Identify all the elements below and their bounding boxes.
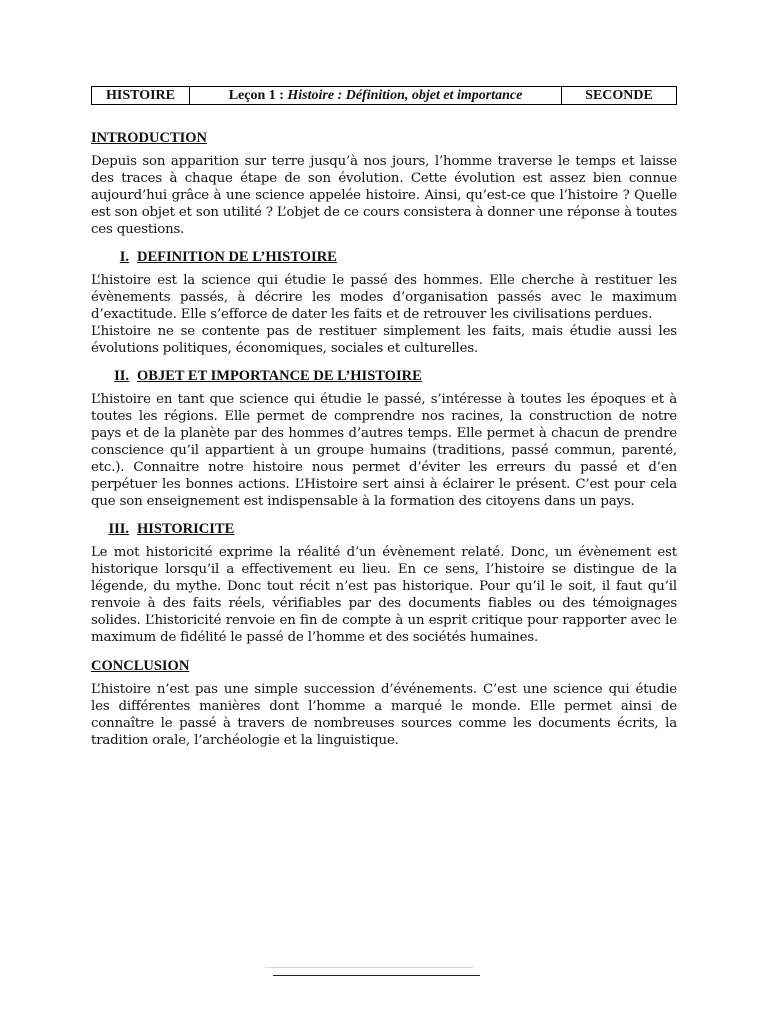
introduction-heading: INTRODUCTION <box>91 130 208 146</box>
lesson-number: Leçon 1 : <box>228 88 284 103</box>
section-1-number: I. <box>119 249 129 265</box>
section-3-number: III. <box>108 521 129 537</box>
lesson-title: Histoire : Définition, objet et importance <box>287 88 523 103</box>
footer-divider <box>273 975 480 976</box>
section-1-title: DEFINITION DE L’HISTOIRE <box>137 249 337 265</box>
section-3-heading <box>91 520 677 538</box>
conclusion-text: L’histoire n’est pas une simple succession d’événements. C’est une science qui étudie les différentes manières dont l’homme a marqué le monde. Elle permet ainsi de connaître le passé à travers de nombreuses sources comme les documents écrits, la tradition orale, l’archéologie et la linguistique. <box>91 682 677 748</box>
section-3-title: HISTORICITE <box>137 521 235 537</box>
lesson-title-cell <box>190 87 562 105</box>
subject-cell: HISTOIRE <box>92 87 190 105</box>
footer-divider-light <box>265 967 473 968</box>
section-2-paragraph-1: L’histoire en tant que science qui étudie le passé, s’intéresse à toutes les époques et à toutes les régions. Elle permet de comprendre nos racines, la construction de notre pays et de la planète par des hommes d’autres temps. Elle permet à chacun de prendre conscience qu’il appartient à un groupe humains (traditions, passé commun, parenté, etc.). Connaitre notre histoire nous permet d’éviter les erreurs du passé et d’en perpétuer les bonnes actions. L’Histoire sert ainsi à éclairer le présent. C’est pour cela que son enseignement est indispensable à la formation des citoyens dans un pays. <box>91 392 677 509</box>
grade-cell: SECONDE <box>562 87 677 105</box>
lesson-header-table <box>91 86 677 105</box>
section-1-paragraph-2: L’histoire ne se contente pas de restituer simplement les faits, mais étudie aussi les évolutions politiques, économiques, sociales et culturelles. <box>91 324 677 356</box>
section-2-number: II. <box>114 368 129 384</box>
section-2-title: OBJET ET IMPORTANCE DE L’HISTOIRE <box>137 368 422 384</box>
section-1-paragraph-1: L’histoire est la science qui étudie le passé des hommes. Elle cherche à restituer les évènements passés, à décrire les modes d’organisation passés avec le maximum d’exactitude. Elle s’efforce de dater les faits et de retrouver les civilisations perdues. <box>91 273 677 322</box>
conclusion-heading: CONCLUSION <box>91 658 190 674</box>
introduction-text: Depuis son apparition sur terre jusqu’à nos jours, l’homme traverse le temps et laisse des traces à chaque étape de son évolution. Cette évolution est assez bien connue aujourd’hui grâce à une science appelée histoire. Ainsi, qu’est-ce que l’histoire ? Quelle est son objet et son utilité ? L’objet de ce cours consistera à donner une réponse à toutes ces questions. <box>91 154 677 237</box>
section-1-heading <box>91 248 677 266</box>
document-page <box>91 86 677 749</box>
section-2-heading <box>91 367 677 385</box>
section-3-paragraph-1: Le mot historicité exprime la réalité d’un évènement relaté. Donc, un évènement est historique lorsqu’il a effectivement eu lieu. En ce sens, l’histoire se distingue de la légende, du mythe. Donc tout récit n’est pas historique. Pour qu’il le soit, il faut qu’il renvoie à des faits réels, vérifiables par des documents fiables ou des témoignages solides. L’historicité renvoie en fin de compte à un esprit critique pour rapporter avec le maximum de fidélité le passé de l’homme et des sociétés humaines. <box>91 545 677 645</box>
